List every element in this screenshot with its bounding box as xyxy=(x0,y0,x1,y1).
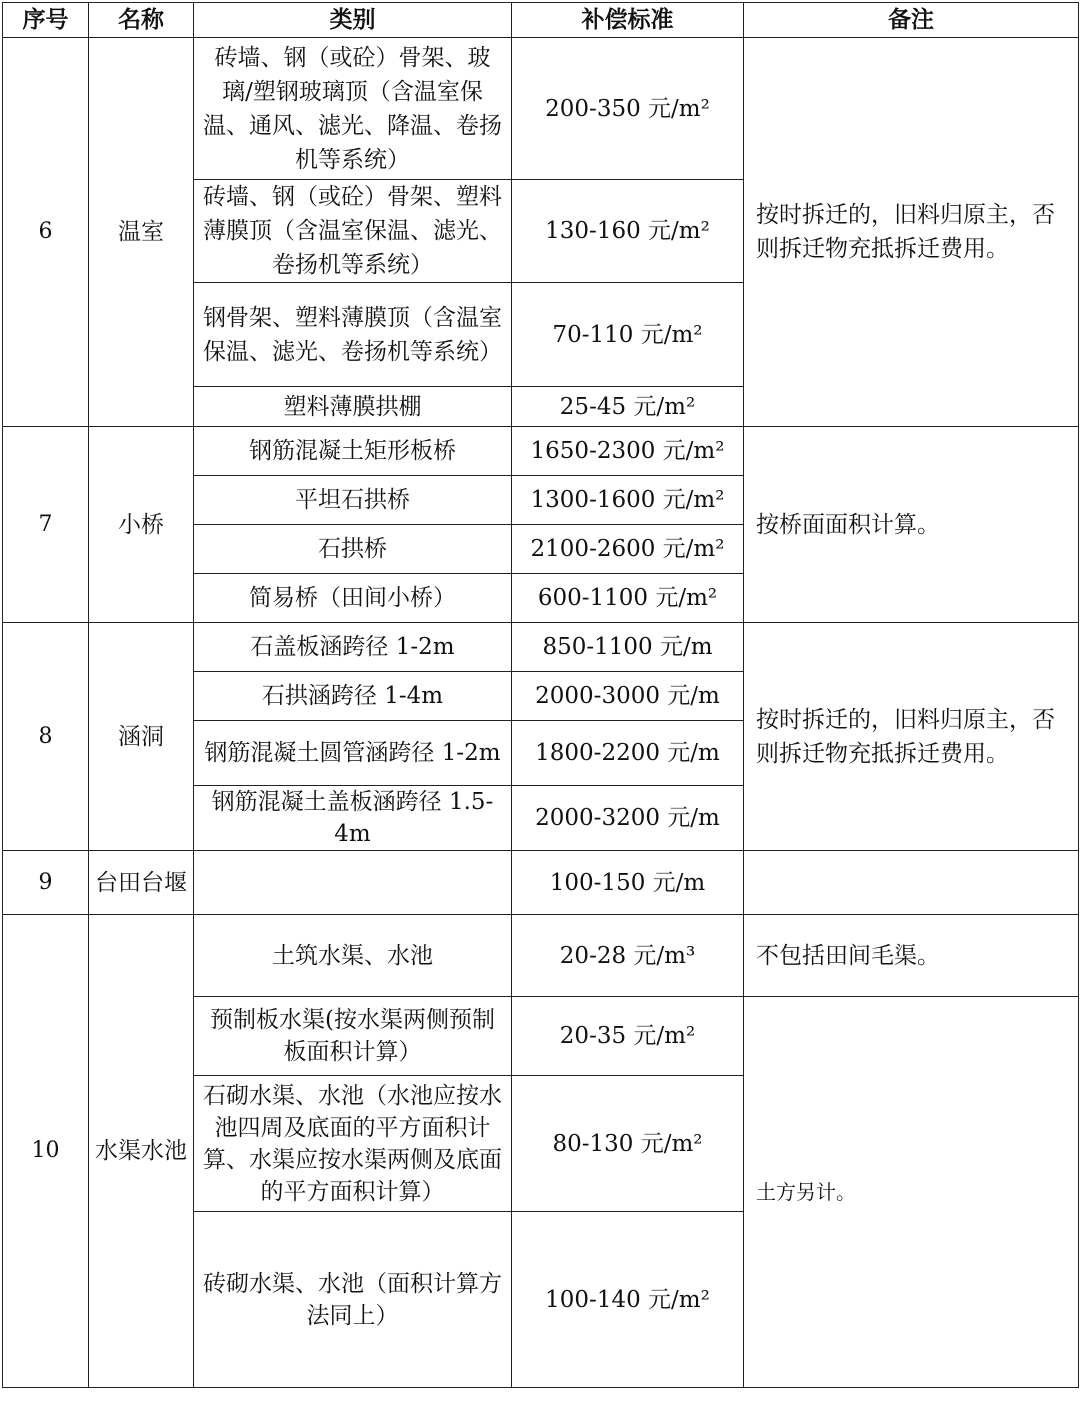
table-row xyxy=(3,915,1079,997)
remark-cell: 土方另计。 xyxy=(744,997,1079,1388)
row-name: 小桥 xyxy=(89,427,194,623)
header-name: 名称 xyxy=(89,3,194,38)
remark-cell: 按时拆迁的，旧料归原主，否则拆迁物充抵拆迁费用。 xyxy=(744,38,1079,427)
remark-cell xyxy=(744,851,1079,915)
standard-cell: 100-140 元/m² xyxy=(512,1212,744,1388)
category-cell: 石砌水渠、水池（水池应按水池四周及底面的平方面积计算、水渠应按水渠两侧及底面的平方面积计算） xyxy=(194,1076,512,1212)
standard-cell: 70-110 元/m² xyxy=(512,283,744,387)
standard-cell: 1800-2200 元/m xyxy=(512,721,744,786)
row-name: 涵洞 xyxy=(89,623,194,851)
category-cell: 砖墙、钢（或砼）骨架、塑料薄膜顶（含温室保温、滤光、卷扬机等系统） xyxy=(194,180,512,283)
category-cell: 简易桥（田间小桥） xyxy=(194,574,512,623)
category-cell: 砖砌水渠、水池（面积计算方法同上） xyxy=(194,1212,512,1388)
table-row xyxy=(3,623,1079,672)
category-cell: 预制板水渠(按水渠两侧预制板面积计算） xyxy=(194,997,512,1076)
header-standard: 补偿标准 xyxy=(512,3,744,38)
standard-cell: 600-1100 元/m² xyxy=(512,574,744,623)
standard-cell: 1300-1600 元/m² xyxy=(512,476,744,525)
standard-cell: 20-35 元/m² xyxy=(512,997,744,1076)
header-category: 类别 xyxy=(194,3,512,38)
standard-cell: 20-28 元/m³ xyxy=(512,915,744,997)
row-name: 温室 xyxy=(89,38,194,427)
table-row xyxy=(3,38,1079,180)
category-cell: 土筑水渠、水池 xyxy=(194,915,512,997)
standard-cell: 100-150 元/m xyxy=(512,851,744,915)
category-cell: 砖墙、钢（或砼）骨架、玻璃/塑钢玻璃顶（含温室保温、通风、滤光、降温、卷扬机等系统） xyxy=(194,38,512,180)
row-number: 10 xyxy=(3,915,89,1388)
standard-cell: 130-160 元/m² xyxy=(512,180,744,283)
category-cell: 石盖板涵跨径 1-2m xyxy=(194,623,512,672)
category-cell: 石拱桥 xyxy=(194,525,512,574)
table-row xyxy=(3,427,1079,476)
row-number: 7 xyxy=(3,427,89,623)
standard-cell: 200-350 元/m² xyxy=(512,38,744,180)
category-cell: 塑料薄膜拱棚 xyxy=(194,387,512,427)
category-cell: 钢骨架、塑料薄膜顶（含温室保温、滤光、卷扬机等系统） xyxy=(194,283,512,387)
row-number: 6 xyxy=(3,38,89,427)
standard-cell: 2100-2600 元/m² xyxy=(512,525,744,574)
compensation-table xyxy=(2,2,1079,1388)
category-cell xyxy=(194,851,512,915)
remark-cell: 不包括田间毛渠。 xyxy=(744,915,1079,997)
row-name: 台田台堰 xyxy=(89,851,194,915)
row-name: 水渠水池 xyxy=(89,915,194,1388)
table-row xyxy=(3,851,1079,915)
standard-cell: 1650-2300 元/m² xyxy=(512,427,744,476)
row-number: 9 xyxy=(3,851,89,915)
standard-cell: 2000-3000 元/m xyxy=(512,672,744,721)
category-cell: 钢筋混凝土圆管涵跨径 1-2m xyxy=(194,721,512,786)
remark-cell: 按时拆迁的，旧料归原主，否则拆迁物充抵拆迁费用。 xyxy=(744,623,1079,851)
category-cell: 钢筋混凝土盖板涵跨径 1.5-4m xyxy=(194,786,512,851)
category-cell: 石拱涵跨径 1-4m xyxy=(194,672,512,721)
standard-cell: 80-130 元/m² xyxy=(512,1076,744,1212)
header-remark: 备注 xyxy=(744,3,1079,38)
standard-cell: 850-1100 元/m xyxy=(512,623,744,672)
remark-cell: 按桥面面积计算。 xyxy=(744,427,1079,623)
header-no: 序号 xyxy=(3,3,89,38)
header-row xyxy=(3,3,1079,38)
row-number: 8 xyxy=(3,623,89,851)
standard-cell: 2000-3200 元/m xyxy=(512,786,744,851)
standard-cell: 25-45 元/m² xyxy=(512,387,744,427)
category-cell: 平坦石拱桥 xyxy=(194,476,512,525)
category-cell: 钢筋混凝土矩形板桥 xyxy=(194,427,512,476)
